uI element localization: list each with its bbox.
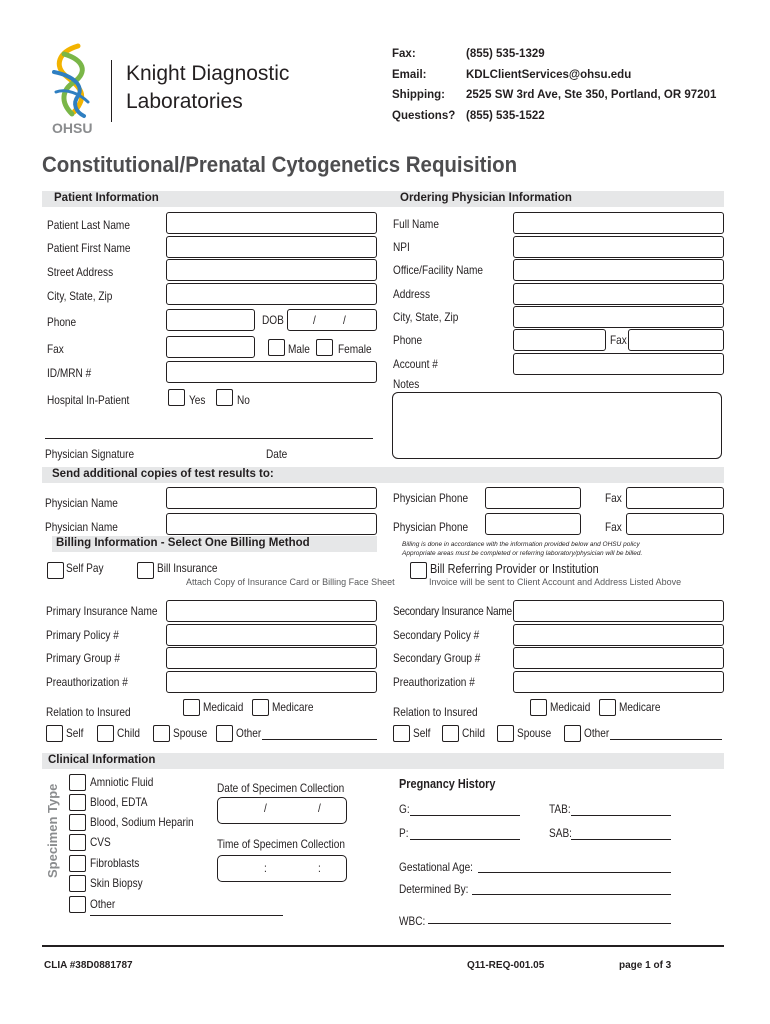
specimen-cvs-checkbox[interactable] bbox=[69, 834, 86, 851]
secondary-medicaid-checkbox[interactable] bbox=[530, 699, 547, 716]
street-address-field[interactable] bbox=[166, 259, 377, 281]
date-collection-field[interactable] bbox=[217, 797, 347, 824]
physician-full-name-field[interactable] bbox=[513, 212, 724, 234]
secondary-spouse-label: Spouse bbox=[517, 726, 552, 740]
city-state-zip-field[interactable] bbox=[166, 283, 377, 305]
self-pay-label: Self Pay bbox=[66, 561, 104, 575]
secondary-preauth-field[interactable] bbox=[513, 671, 724, 693]
physician-info-heading: Ordering Physician Information bbox=[400, 192, 572, 204]
dob-label: DOB bbox=[262, 313, 284, 327]
specimen-blood-heparin-label: Blood, Sodium Heparin bbox=[90, 815, 194, 829]
contact-email-value: KDLClientServices@ohsu.edu bbox=[466, 68, 632, 81]
primary-medicare-checkbox[interactable] bbox=[252, 699, 269, 716]
contact-shipping-value: 2525 SW 3rd Ave, Ste 350, Portland, OR 97201 bbox=[466, 89, 717, 101]
billing-heading: Billing Information - Select One Billing Method bbox=[56, 537, 310, 549]
specimen-other-label: Other bbox=[90, 897, 116, 911]
primary-medicaid-checkbox[interactable] bbox=[183, 699, 200, 716]
contact-fax-value: (855) 535-1329 bbox=[466, 48, 545, 60]
gestational-age-label: Gestational Age: bbox=[399, 860, 473, 874]
secondary-child-label: Child bbox=[462, 726, 485, 740]
primary-spouse-checkbox[interactable] bbox=[153, 725, 170, 742]
specimen-skin-biopsy-checkbox[interactable] bbox=[69, 875, 86, 892]
pregnancy-history-heading: Pregnancy History bbox=[399, 776, 496, 791]
physician-city-label: City, State, Zip bbox=[393, 310, 459, 324]
physician-fax-label: Fax bbox=[610, 333, 627, 347]
patient-info-heading: Patient Information bbox=[54, 192, 159, 204]
secondary-medicare-label: Medicare bbox=[619, 700, 661, 714]
sab-label: SAB: bbox=[549, 826, 572, 840]
g-label: G: bbox=[399, 802, 410, 816]
ohsu-logo bbox=[44, 42, 106, 138]
secondary-group-field[interactable] bbox=[513, 647, 724, 669]
contact-questions-value: (855) 535-1522 bbox=[466, 109, 545, 122]
secondary-medicaid-label: Medicaid bbox=[550, 700, 591, 714]
primary-spouse-label: Spouse bbox=[173, 726, 208, 740]
in-patient-no-label: No bbox=[237, 393, 250, 407]
primary-policy-field[interactable] bbox=[166, 624, 377, 646]
copy1-fax-label: Fax bbox=[605, 491, 622, 505]
patient-last-name-label: Patient Last Name bbox=[47, 218, 130, 232]
time-collection-sep1: : bbox=[264, 861, 267, 875]
patient-phone-label: Phone bbox=[47, 315, 77, 329]
in-patient-label: Hospital In-Patient bbox=[47, 393, 130, 407]
specimen-cvs-label: CVS bbox=[90, 835, 111, 849]
billing-notice-line2: Appropriate areas must be completed or referring laboratory/physician will be billed. bbox=[402, 550, 643, 557]
primary-insurance-name-label: Primary Insurance Name bbox=[46, 604, 158, 618]
logo-text: OHSU bbox=[52, 120, 93, 136]
determined-by-line[interactable] bbox=[472, 894, 671, 895]
specimen-amniotic-checkbox[interactable] bbox=[69, 774, 86, 791]
date-collection-label: Date of Specimen Collection bbox=[217, 781, 345, 795]
secondary-group-label: Secondary Group # bbox=[393, 651, 481, 665]
notes-field[interactable] bbox=[392, 392, 722, 459]
physician-signature-line[interactable] bbox=[45, 438, 373, 439]
dob-field[interactable] bbox=[287, 309, 377, 331]
copy1-physician-phone-label: Physician Phone bbox=[393, 491, 469, 505]
physician-full-name-label: Full Name bbox=[393, 217, 439, 231]
in-patient-yes-checkbox[interactable] bbox=[168, 389, 185, 406]
contact-shipping-label: Shipping: bbox=[392, 89, 446, 101]
specimen-blood-edta-checkbox[interactable] bbox=[69, 794, 86, 811]
specimen-blood-edta-label: Blood, EDTA bbox=[90, 795, 148, 809]
secondary-preauth-label: Preauthorization # bbox=[393, 675, 475, 689]
notes-label: Notes bbox=[393, 377, 420, 391]
id-mrn-field[interactable] bbox=[166, 361, 377, 383]
send-copies-heading: Send additional copies of test results to: bbox=[52, 468, 274, 480]
primary-child-label: Child bbox=[117, 726, 140, 740]
male-label: Male bbox=[288, 342, 310, 356]
bill-insurance-checkbox[interactable] bbox=[137, 562, 154, 579]
signature-date-label: Date bbox=[266, 447, 288, 461]
clinical-bar bbox=[42, 753, 724, 769]
sab-line[interactable] bbox=[571, 839, 671, 840]
gestational-age-line[interactable] bbox=[478, 872, 671, 873]
primary-self-label: Self bbox=[66, 726, 84, 740]
secondary-other-checkbox[interactable] bbox=[564, 725, 581, 742]
secondary-other-label: Other bbox=[584, 726, 610, 740]
office-facility-label: Office/Facility Name bbox=[393, 263, 483, 277]
referring-note: Invoice will be sent to Client Account and Address Listed Above bbox=[429, 577, 682, 587]
physician-phone-label: Phone bbox=[393, 333, 423, 347]
dob-sep1: / bbox=[313, 313, 316, 327]
secondary-policy-field[interactable] bbox=[513, 624, 724, 646]
contact-email-label: Email: bbox=[392, 68, 427, 81]
copy2-physician-phone-field[interactable] bbox=[485, 513, 581, 535]
patient-fax-field[interactable] bbox=[166, 336, 255, 358]
billing-notice-line1: Billing is done in accordance with the information provided below and OHSU policy bbox=[402, 541, 640, 548]
org-name-line1: Knight Diagnostic bbox=[126, 62, 290, 85]
specimen-skin-biopsy-label: Skin Biopsy bbox=[90, 876, 143, 890]
account-label: Account # bbox=[393, 357, 438, 371]
patient-info-bar bbox=[42, 191, 724, 207]
tab-label: TAB: bbox=[549, 802, 571, 816]
physician-address-field[interactable] bbox=[513, 283, 724, 305]
primary-group-field[interactable] bbox=[166, 647, 377, 669]
time-collection-label: Time of Specimen Collection bbox=[217, 837, 345, 851]
secondary-self-checkbox[interactable] bbox=[393, 725, 410, 742]
tab-line[interactable] bbox=[571, 815, 671, 816]
street-address-label: Street Address bbox=[47, 265, 114, 279]
copy2-physician-phone-label: Physician Phone bbox=[393, 520, 469, 534]
primary-other-checkbox[interactable] bbox=[216, 725, 233, 742]
send-copies-bar bbox=[42, 467, 724, 483]
org-name-line2: Laboratories bbox=[126, 90, 243, 113]
helix-logo-icon bbox=[44, 42, 106, 122]
p-line[interactable] bbox=[410, 839, 520, 840]
primary-other-label: Other bbox=[236, 726, 262, 740]
female-label: Female bbox=[338, 342, 372, 356]
physician-address-label: Address bbox=[393, 287, 430, 301]
clia-number: CLIA #38D0881787 bbox=[44, 960, 133, 971]
org-name bbox=[126, 60, 289, 116]
primary-insurance-name-field[interactable] bbox=[166, 600, 377, 622]
page-title: Constitutional/Prenatal Cytogenetics Requisition bbox=[42, 152, 518, 177]
footer-rule bbox=[42, 945, 724, 947]
specimen-fibroblasts-label: Fibroblasts bbox=[90, 856, 140, 870]
copy1-physician-name-field[interactable] bbox=[166, 487, 377, 509]
time-collection-sep2: : bbox=[318, 861, 321, 875]
secondary-relation-label: Relation to Insured bbox=[393, 705, 478, 719]
bill-referring-checkbox[interactable] bbox=[410, 562, 427, 579]
self-pay-checkbox[interactable] bbox=[47, 562, 64, 579]
primary-group-label: Primary Group # bbox=[46, 651, 120, 665]
form-id: Q11-REQ-001.05 bbox=[467, 960, 545, 971]
city-state-zip-label: City, State, Zip bbox=[47, 289, 113, 303]
date-collection-sep2: / bbox=[318, 801, 321, 815]
in-patient-no-checkbox[interactable] bbox=[216, 389, 233, 406]
specimen-blood-heparin-checkbox[interactable] bbox=[69, 814, 86, 831]
insurance-note: Attach Copy of Insurance Card or Billing Face Sheet bbox=[186, 577, 395, 587]
copy1-fax-field[interactable] bbox=[626, 487, 724, 509]
contact-fax-label: Fax: bbox=[392, 48, 416, 60]
clinical-heading: Clinical Information bbox=[48, 754, 156, 766]
id-mrn-label: ID/MRN # bbox=[47, 366, 92, 380]
wbc-label: WBC: bbox=[399, 914, 426, 928]
patient-first-name-label: Patient First Name bbox=[47, 241, 131, 255]
secondary-spouse-checkbox[interactable] bbox=[497, 725, 514, 742]
specimen-type-vertical-label: Specimen Type bbox=[45, 783, 60, 878]
contact-questions-label: Questions? bbox=[392, 109, 456, 122]
primary-medicaid-label: Medicaid bbox=[203, 700, 244, 714]
primary-preauth-label: Preauthorization # bbox=[46, 675, 128, 689]
patient-fax-label: Fax bbox=[47, 342, 64, 356]
bill-referring-label: Bill Referring Provider or Institution bbox=[430, 561, 599, 576]
primary-policy-label: Primary Policy # bbox=[46, 628, 119, 642]
secondary-medicare-checkbox[interactable] bbox=[599, 699, 616, 716]
female-checkbox[interactable] bbox=[316, 339, 333, 356]
npi-label: NPI bbox=[393, 240, 410, 254]
primary-medicare-label: Medicare bbox=[272, 700, 314, 714]
office-facility-field[interactable] bbox=[513, 259, 724, 281]
billing-bar bbox=[52, 536, 377, 552]
g-line[interactable] bbox=[410, 815, 520, 816]
primary-self-checkbox[interactable] bbox=[46, 725, 63, 742]
dob-sep2: / bbox=[343, 313, 346, 327]
p-label: P: bbox=[399, 826, 409, 840]
copy1-physician-phone-field[interactable] bbox=[485, 487, 581, 509]
specimen-fibroblasts-checkbox[interactable] bbox=[69, 855, 86, 872]
date-collection-sep1: / bbox=[264, 801, 267, 815]
secondary-child-checkbox[interactable] bbox=[442, 725, 459, 742]
copy1-physician-name-label: Physician Name bbox=[45, 496, 118, 510]
secondary-insurance-name-label: Secondary Insurance Name bbox=[393, 604, 512, 618]
specimen-other-checkbox[interactable] bbox=[69, 896, 86, 913]
patient-phone-field[interactable] bbox=[166, 309, 255, 331]
specimen-other-line[interactable] bbox=[90, 915, 283, 916]
specimen-amniotic-label: Amniotic Fluid bbox=[90, 775, 154, 789]
secondary-self-label: Self bbox=[413, 726, 431, 740]
bill-insurance-label: Bill Insurance bbox=[157, 561, 218, 575]
copy2-physician-name-field[interactable] bbox=[166, 513, 377, 535]
logo-divider bbox=[111, 60, 112, 122]
primary-relation-label: Relation to Insured bbox=[46, 705, 131, 719]
physician-signature-label: Physician Signature bbox=[45, 447, 135, 461]
secondary-other-line[interactable] bbox=[610, 739, 722, 740]
determined-by-label: Determined By: bbox=[399, 882, 469, 896]
patient-first-name-field[interactable] bbox=[166, 236, 377, 258]
account-field[interactable] bbox=[513, 353, 724, 375]
wbc-line[interactable] bbox=[428, 923, 671, 924]
primary-other-line[interactable] bbox=[262, 739, 377, 740]
patient-last-name-field[interactable] bbox=[166, 212, 377, 234]
copy2-fax-field[interactable] bbox=[626, 513, 724, 535]
physician-fax-field[interactable] bbox=[628, 329, 724, 351]
physician-phone-field[interactable] bbox=[513, 329, 606, 351]
male-checkbox[interactable] bbox=[268, 339, 285, 356]
primary-child-checkbox[interactable] bbox=[97, 725, 114, 742]
contact-block bbox=[392, 44, 716, 126]
secondary-insurance-name-field[interactable] bbox=[513, 600, 724, 622]
physician-city-field[interactable] bbox=[513, 306, 724, 328]
time-collection-field[interactable] bbox=[217, 855, 347, 882]
page-number: page 1 of 3 bbox=[619, 960, 672, 971]
primary-preauth-field[interactable] bbox=[166, 671, 377, 693]
in-patient-yes-label: Yes bbox=[189, 393, 206, 407]
secondary-policy-label: Secondary Policy # bbox=[393, 628, 480, 642]
copy2-physician-name-label: Physician Name bbox=[45, 520, 118, 534]
npi-field[interactable] bbox=[513, 236, 724, 258]
copy2-fax-label: Fax bbox=[605, 520, 622, 534]
